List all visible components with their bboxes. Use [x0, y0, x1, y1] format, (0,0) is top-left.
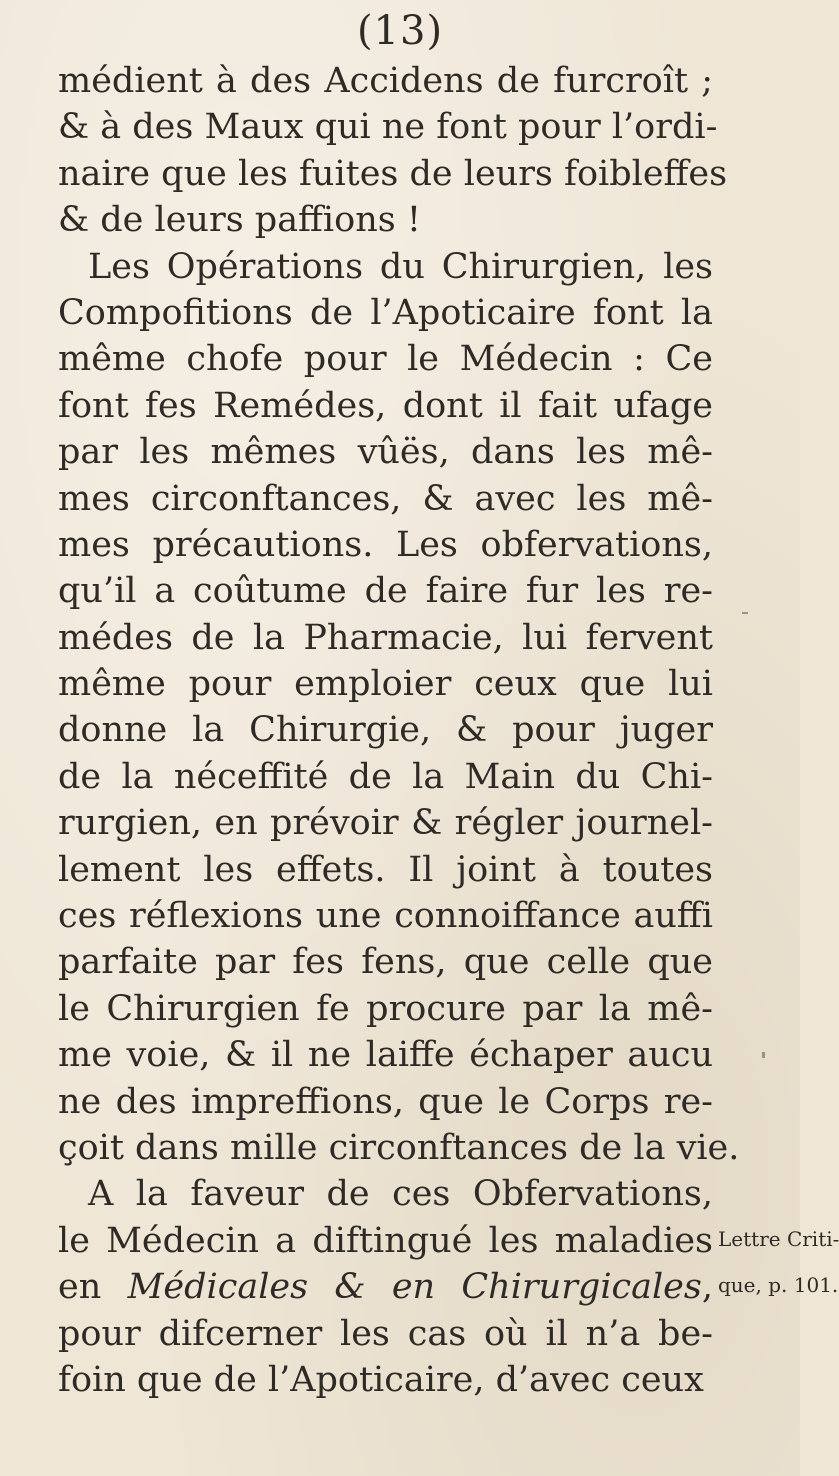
margin-note-line: que, p. 101.: [718, 1273, 839, 1297]
ink-speck: [762, 1052, 765, 1058]
text-line: mes circonftances, & avec les mê-: [58, 478, 713, 519]
margin-note: [718, 1216, 839, 1308]
text-line: font fes Remédes, dont il fait ufage: [58, 385, 713, 426]
text-line: me voie, & il ne laiffe échaper aucu: [58, 1035, 713, 1076]
text-line: rurgien, en prévoir & régler journel-: [58, 803, 713, 844]
text-line: médes de la Pharmacie, lui fervent: [58, 617, 713, 658]
text-line: le Médecin a diftingué les maladies: [58, 1220, 713, 1261]
text-line: A la faveur de ces Obfervations,: [88, 1174, 713, 1215]
text-line: ces réflexions une connoiffance auffi: [58, 896, 713, 937]
body-text: [58, 58, 740, 1403]
text-line: le Chirurgien fe procure par la mê-: [58, 988, 713, 1029]
text-line: par les mêmes vûës, dans les mê-: [58, 432, 713, 473]
italic-phrase: Médicales & en Chirurgicales: [127, 1267, 702, 1308]
text-line: qu’il a coûtume de faire fur les re-: [58, 571, 713, 612]
text-line: naire que les fuites de leurs foibleffes: [58, 153, 728, 194]
text-line-suffix: ,: [701, 1267, 713, 1308]
text-line: Compofitions de l’Apoticaire font la: [58, 292, 713, 333]
text-line: mes précautions. Les obfervations,: [58, 524, 713, 565]
text-line: même pour emploier ceux que lui: [58, 664, 713, 705]
text-line: foin que de l’Apoticaire, d’avec ceux: [58, 1359, 704, 1400]
ink-speck: [742, 612, 748, 614]
text-line: de la néceffité de la Main du Chi-: [58, 756, 713, 797]
text-line: ne des impreffions, que le Corps re-: [58, 1081, 713, 1122]
text-line: Les Opérations du Chirurgien, les: [88, 246, 713, 287]
text-line: parfaite par fes fens, que celle que: [58, 942, 713, 983]
text-line: [58, 1264, 713, 1310]
page-number: (13): [356, 8, 444, 54]
text-line-prefix: en: [58, 1267, 128, 1308]
text-line: & de leurs paffions !: [58, 200, 421, 241]
text-line: médient à des Accidens de furcroît ;: [58, 61, 713, 101]
text-line: pour difcerner les cas où il n’a be-: [58, 1313, 713, 1354]
text-line: & à des Maux qui ne font pour l’ordi-: [58, 107, 718, 148]
text-line: même chofe pour le Médecin : Ce: [58, 339, 713, 380]
text-line: lement les effets. Il joint à toutes: [58, 849, 713, 890]
margin-note-line: Lettre Criti-: [718, 1227, 839, 1251]
text-line: çoit dans mille circonftances de la vie.: [58, 1127, 740, 1168]
text-line: donne la Chirurgie, & pour juger: [58, 710, 713, 751]
